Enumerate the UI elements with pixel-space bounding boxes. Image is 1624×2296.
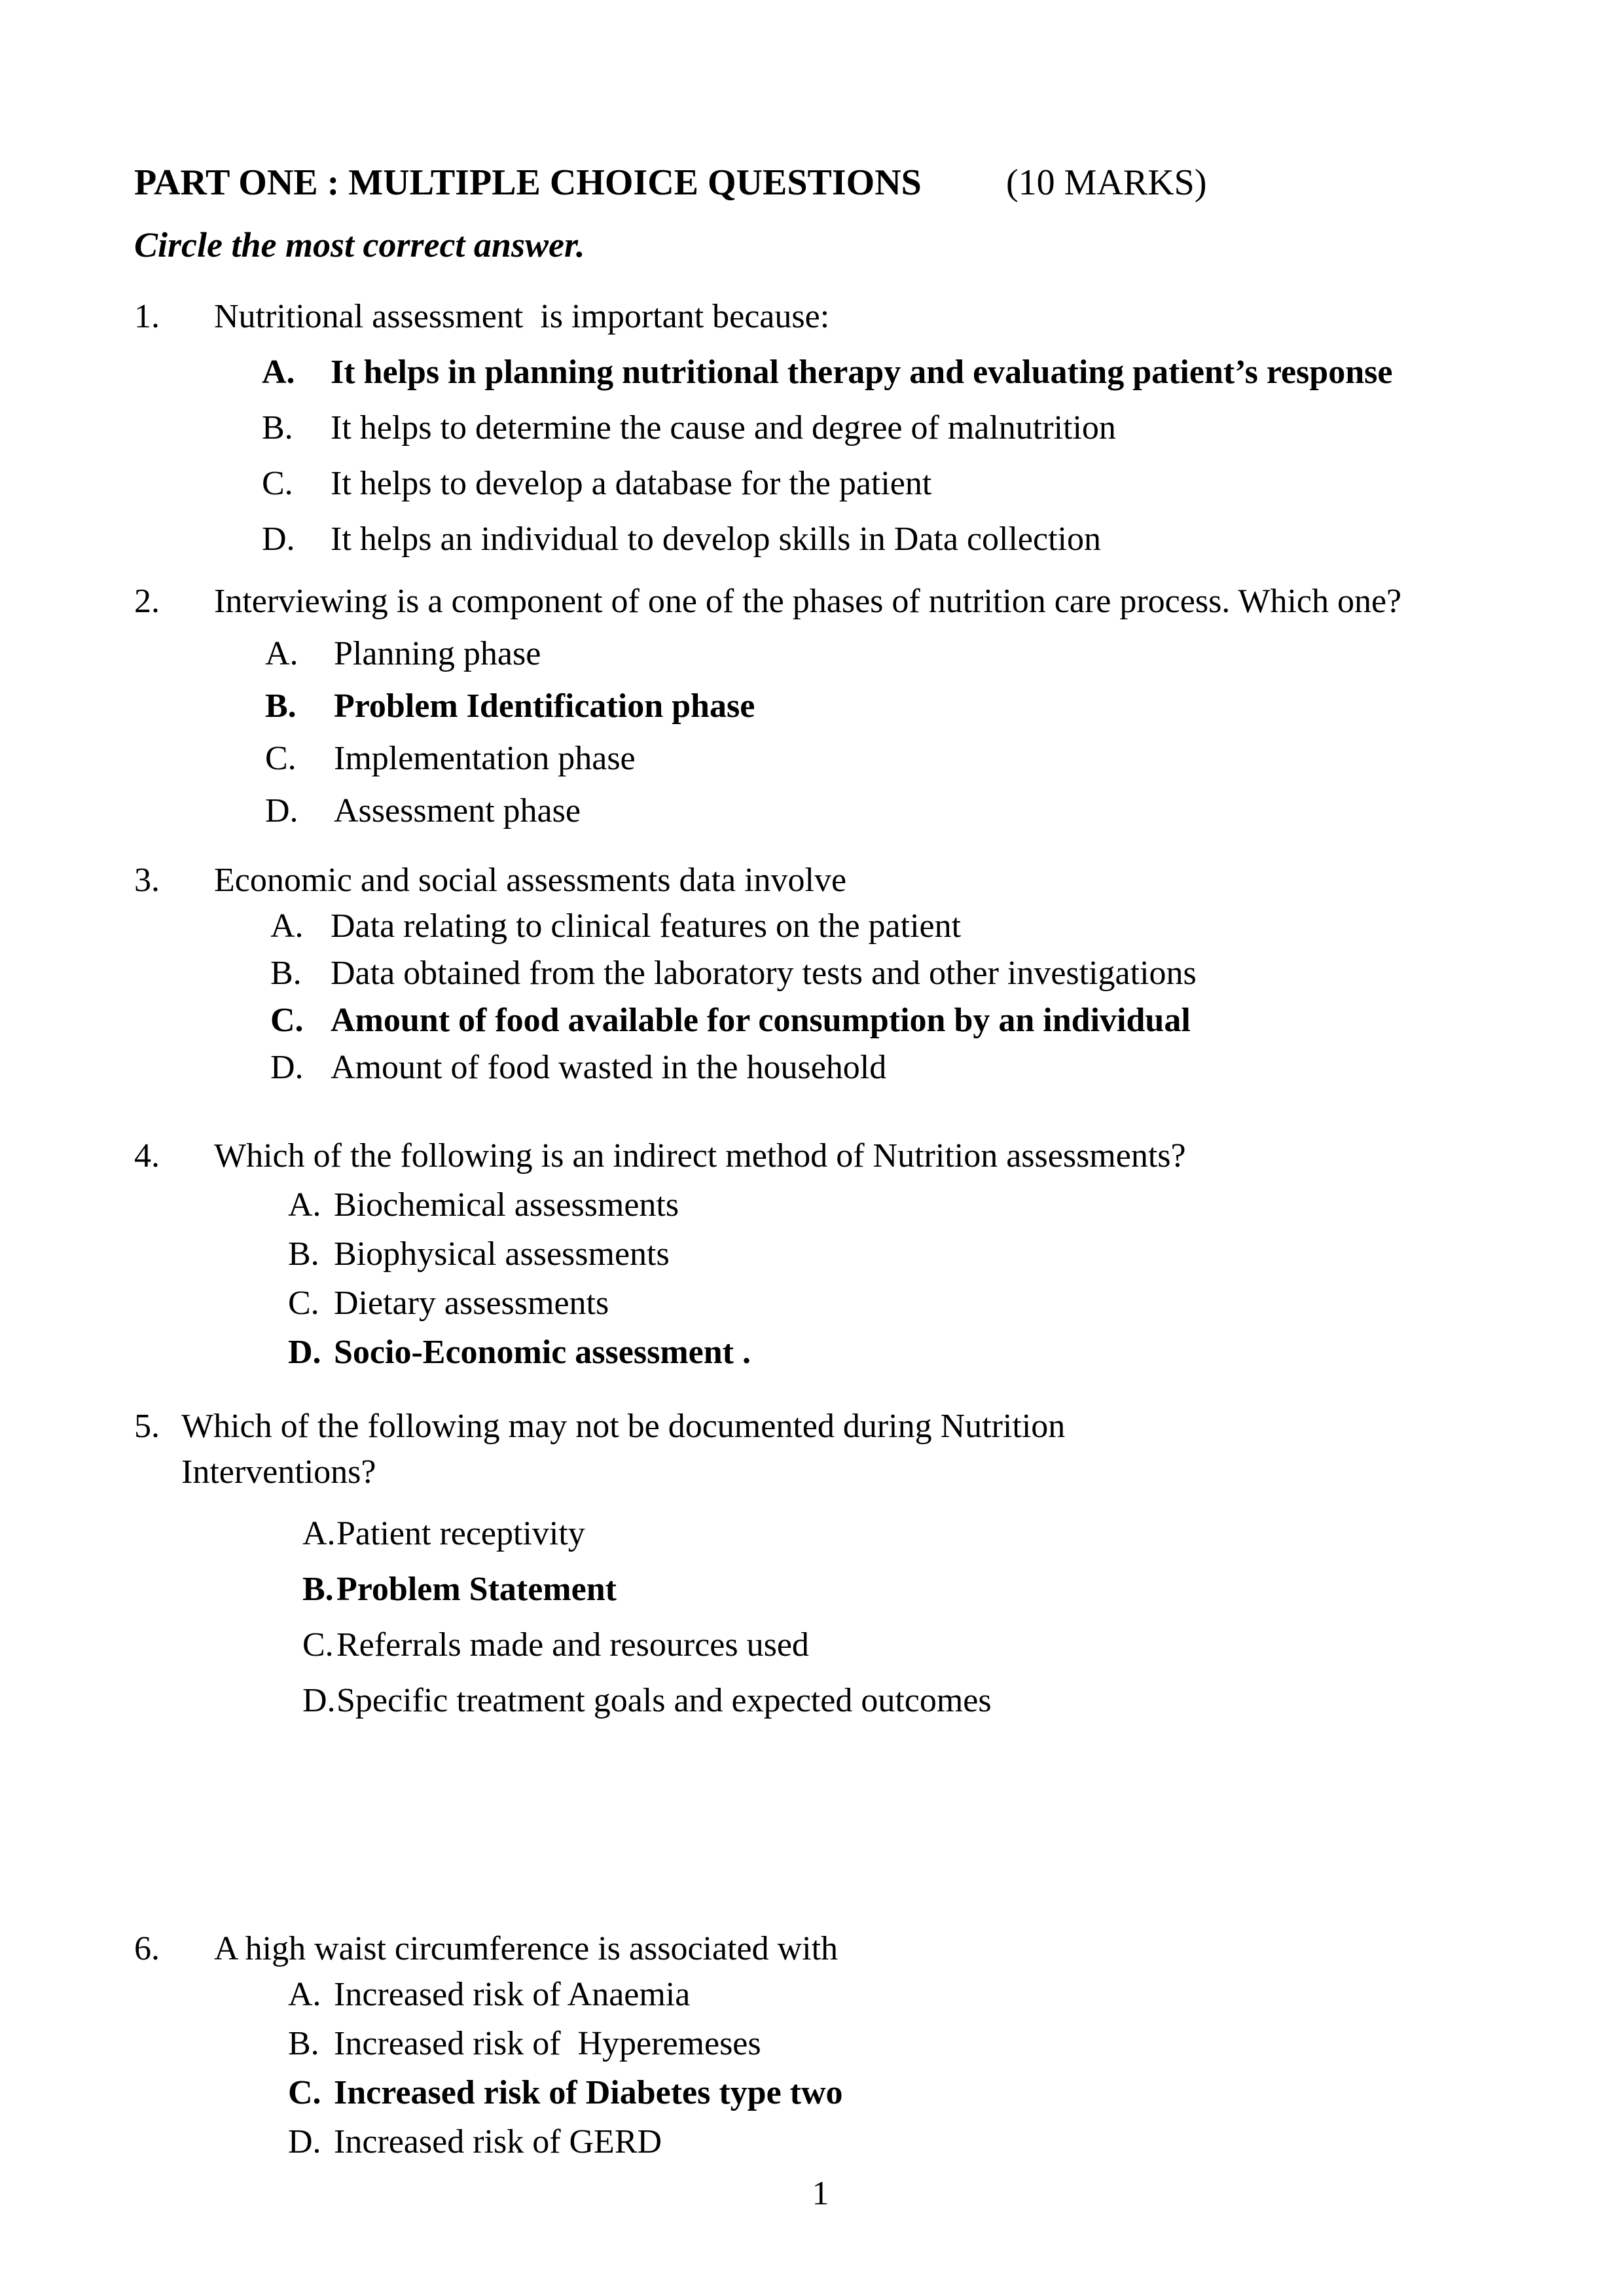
options-list: [265, 635, 1624, 830]
instruction: Circle the most correct answer.: [134, 225, 585, 264]
question-item: [0, 1408, 1624, 1738]
option-item: [288, 2074, 1624, 2112]
option-text: Increased risk of Diabetes type two: [334, 2074, 843, 2111]
option-text: Implementation phase: [334, 740, 636, 777]
option-text: Data obtained from the laboratory tests and other investigations: [331, 955, 1197, 992]
options-list: [262, 354, 1624, 558]
option-text: Problem Statement: [336, 1571, 617, 1608]
option-text: Biochemical assessments: [334, 1186, 679, 1224]
option-letter: C.: [288, 1285, 319, 1322]
option-letter: D.: [262, 520, 295, 558]
section-marks: (10 MARKS): [1006, 162, 1207, 203]
option-text: It helps in planning nutritional therapy and evaluating patient’s response: [331, 354, 1393, 391]
option-text: Planning phase: [334, 635, 541, 672]
question-item: [0, 583, 1624, 845]
question-line: [0, 1930, 1624, 1968]
option-text: Patient receptivity: [336, 1515, 585, 1552]
option-item: [270, 1049, 1624, 1087]
option-letter: C.: [288, 2074, 321, 2111]
option-item: [270, 1002, 1624, 1040]
question-line: [0, 583, 1624, 621]
option-text: Dietary assessments: [334, 1285, 609, 1322]
option-item: [265, 740, 1624, 778]
option-item: [262, 465, 1624, 503]
option-letter: C.: [265, 740, 297, 777]
option-letter: D.: [302, 1682, 336, 1719]
option-item: [288, 1285, 1624, 1322]
question-text: Nutritional assessment is important because:: [214, 298, 830, 335]
option-item: [262, 409, 1624, 447]
option-item: [302, 1682, 1624, 1720]
section-title: PART ONE : MULTIPLE CHOICE QUESTIONS: [134, 162, 922, 203]
option-item: [288, 1334, 1624, 1372]
question-line: [0, 1137, 1624, 1175]
question-number: 6.: [134, 1930, 160, 1967]
option-letter: B.: [262, 409, 293, 446]
option-item: [288, 1235, 1624, 1273]
option-item: [265, 635, 1624, 673]
option-text: Increased risk of Anaemia: [334, 1976, 691, 2013]
option-text: Specific treatment goals and expected outcomes: [336, 1682, 992, 1719]
question-text: Interviewing is a component of one of the phases of nutrition care process. Which one?: [214, 583, 1402, 620]
option-item: [262, 354, 1624, 392]
options-list: [270, 907, 1624, 1087]
option-letter: B.: [265, 687, 297, 725]
question-number: 1.: [134, 298, 160, 335]
option-item: [288, 2123, 1624, 2161]
option-letter: B.: [288, 1235, 319, 1273]
option-text: Amount of food wasted in the household: [331, 1049, 887, 1086]
option-item: [302, 1626, 1624, 1664]
option-letter: C.: [270, 1002, 304, 1039]
option-letter: B.: [270, 955, 302, 992]
option-letter: B.: [302, 1571, 334, 1608]
question-number: 5.: [134, 1408, 160, 1445]
option-letter: A.: [270, 907, 304, 945]
options-list: [288, 1976, 1624, 2161]
question-line: [0, 1408, 1624, 1495]
option-text: It helps an individual to develop skills in Data collection: [331, 520, 1101, 558]
question-item: [0, 862, 1624, 1096]
question-item: [0, 1137, 1624, 1383]
options-list: [302, 1515, 1624, 1720]
question-line: [0, 862, 1624, 900]
option-letter: D.: [288, 1334, 321, 1371]
question-number: 2.: [134, 583, 160, 620]
question-text: Economic and social assessments data involve: [214, 862, 847, 899]
option-text: Increased risk of Hyperemeses: [334, 2025, 761, 2062]
option-text: It helps to develop a database for the patient: [331, 465, 932, 502]
option-item: [288, 1976, 1624, 2014]
option-item: [265, 687, 1624, 725]
option-letter: C.: [262, 465, 293, 502]
page-number: 1: [812, 2175, 829, 2212]
option-item: [288, 2025, 1624, 2063]
page-header: [0, 164, 1624, 203]
page-footer: [0, 2175, 1624, 2213]
option-letter: A.: [265, 635, 298, 672]
option-letter: C.: [302, 1626, 334, 1664]
option-text: Data relating to clinical features on the patient: [331, 907, 962, 945]
question-line: [0, 298, 1624, 336]
options-list: [288, 1186, 1624, 1372]
option-text: Biophysical assessments: [334, 1235, 670, 1273]
option-text: Amount of food available for consumption by an individual: [331, 1002, 1191, 1039]
question-number: 4.: [134, 1137, 160, 1175]
option-item: [288, 1186, 1624, 1224]
option-item: [302, 1571, 1624, 1609]
question-text: Which of the following may not be documented during Nutrition Interventions?: [181, 1408, 1074, 1491]
question-item: [0, 298, 1624, 576]
option-item: [302, 1515, 1624, 1553]
option-letter: D.: [270, 1049, 304, 1086]
option-letter: A.: [288, 1976, 321, 2013]
option-letter: D.: [265, 792, 298, 829]
option-text: Socio-Economic assessment .: [334, 1334, 751, 1371]
question-text: A high waist circumference is associated with: [214, 1930, 839, 1967]
option-letter: A.: [302, 1515, 336, 1552]
option-text: Increased risk of GERD: [334, 2123, 662, 2160]
option-letter: A.: [288, 1186, 321, 1224]
option-text: Referrals made and resources used: [336, 1626, 809, 1664]
question-item: [0, 1930, 1624, 2172]
option-text: Problem Identification phase: [334, 687, 755, 725]
option-item: [270, 907, 1624, 945]
question-number: 3.: [134, 862, 160, 899]
option-letter: B.: [288, 2025, 319, 2062]
option-letter: D.: [288, 2123, 321, 2160]
option-text: Assessment phase: [334, 792, 581, 829]
question-text: Which of the following is an indirect method of Nutrition assessments?: [214, 1137, 1186, 1175]
option-item: [265, 792, 1624, 830]
option-item: [262, 520, 1624, 558]
option-item: [270, 955, 1624, 993]
option-letter: A.: [262, 354, 295, 391]
option-text: It helps to determine the cause and degree of malnutrition: [331, 409, 1116, 446]
